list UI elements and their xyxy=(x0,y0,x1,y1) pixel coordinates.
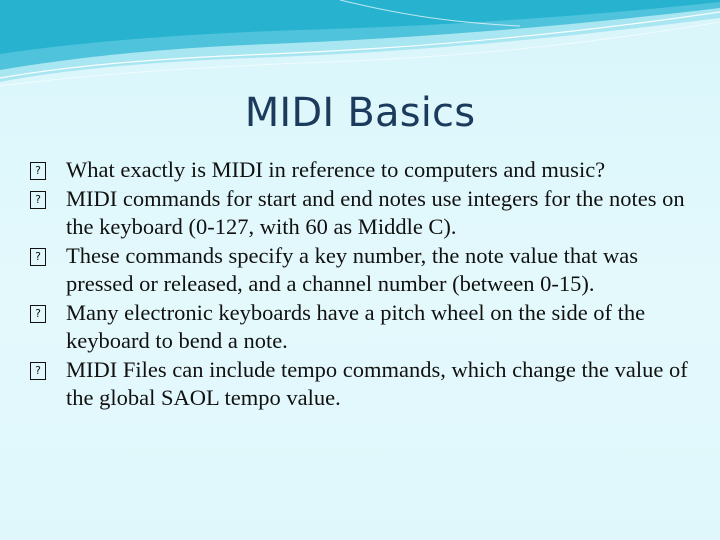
bullet-item xyxy=(30,356,690,413)
bullet-text: Many electronic keyboards have a pitch wheel on the side of the keyboard to bend a note. xyxy=(66,299,646,353)
bullet-text: MIDI Files can include tempo commands, which change the value of the global SAOL tempo value. xyxy=(66,356,688,410)
slide-title: MIDI Basics xyxy=(244,90,476,136)
bullet-item xyxy=(30,299,690,356)
bullet-list xyxy=(30,156,690,413)
missing-glyph-icon: ? xyxy=(30,305,46,323)
missing-glyph-icon: ? xyxy=(30,248,46,266)
missing-glyph-icon: ? xyxy=(30,191,46,209)
missing-glyph-icon: ? xyxy=(30,162,46,180)
bullet-text: These commands specify a key number, the note value that was pressed or released, and a channel number (between 0-15). xyxy=(66,242,639,296)
bullet-text: MIDI commands for start and end notes use integers for the notes on the keyboard (0-127, with 60 as Middle C). xyxy=(66,185,685,239)
bullet-item xyxy=(30,156,690,185)
missing-glyph-icon: ? xyxy=(30,362,46,380)
bullet-item xyxy=(30,185,690,242)
bullet-item xyxy=(30,242,690,299)
bullet-text: What exactly is MIDI in reference to computers and music? xyxy=(66,157,606,182)
decorative-wave-header xyxy=(0,0,720,95)
